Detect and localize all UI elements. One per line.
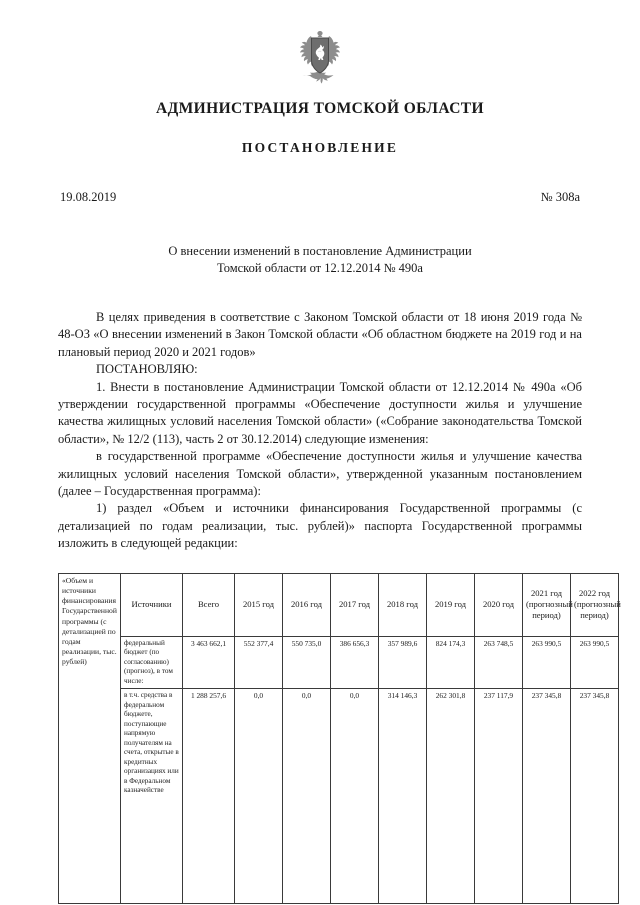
column-header-sources: Источники [121,573,183,636]
body-paragraph-4: в государственной программе «Обеспечение доступности жилья и улучшение качества жилищных условий населения Томской области», утвержденной указанным постановлением (далее – Государственная программа): [58,449,582,499]
table-header-row [59,573,619,636]
row-value-2022: 263 990,5 [571,636,619,689]
row-value-2022: 237 345,8 [571,689,619,904]
row-value-2019: 262 301,8 [427,689,475,904]
row-value-2017: 0,0 [331,689,379,904]
subject-line-2: Томской области от 12.12.2014 № 490а [217,261,423,275]
row-value-2020: 237 117,9 [475,689,523,904]
document-date: 19.08.2019 [60,190,117,204]
subject-line-1: О внесении изменений в постановление Администрации [168,244,472,258]
document-subject [58,243,582,277]
row-source-label: федеральный бюджет (по согласованию) (прогноз), в том числе: [121,636,183,689]
column-header-2018: 2018 год [379,573,427,636]
column-header-total: Всего [183,573,235,636]
row-value-total: 1 288 257,6 [183,689,235,904]
body-paragraph-1: В целях приведения в соответствие с Законом Томской области от 18 июня 2019 года № 48-ОЗ «О внесении изменений в Закон Томской области «Об областном бюджете на 2019 год и на плановый период 2020 и 2021 годов» [58,310,582,359]
page-title: АДМИНИСТРАЦИЯ ТОМСКОЙ ОБЛАСТИ [156,100,484,117]
row-value-2019: 824 174,3 [427,636,475,689]
table-row [59,636,619,689]
row-value-2015: 552 377,4 [235,636,283,689]
date-number-row [58,190,582,205]
row-value-2017: 386 656,3 [331,636,379,689]
column-header-2017: 2017 год [331,573,379,636]
column-header-2015: 2015 год [235,573,283,636]
table-side-header: «Объем и источники финансирования Государственной программы (с детализацией по годам реализации, тыс. рублей) [59,573,121,904]
row-source-label: в т.ч. средства в федеральном бюджете, поступающие напрямую получателям на счета, открытые в кредитных организациях или в Федеральном казначействе [121,689,183,904]
emblem-container [58,0,582,94]
column-header-2022: 2022 год (прогнозный период) [571,573,619,636]
row-value-total: 3 463 662,1 [183,636,235,689]
tomsk-oblast-coat-of-arms-icon [291,30,349,92]
body-paragraph-5: 1) раздел «Объем и источники финансирования Государственной программы (с детализацией по годам реализации, тыс. рублей)» паспорта Государственной программы изложить в следующей редакции: [58,501,582,551]
row-value-2020: 263 748,5 [475,636,523,689]
row-value-2016: 550 735,0 [283,636,331,689]
row-value-2018: 357 989,6 [379,636,427,689]
row-value-2016: 0,0 [283,689,331,904]
column-header-2020: 2020 год [475,573,523,636]
table-row [59,689,619,904]
row-value-2015: 0,0 [235,689,283,904]
document-type-heading: ПОСТАНОВЛЕНИЕ [241,140,399,155]
row-value-2018: 314 146,3 [379,689,427,904]
column-header-2021: 2021 год (прогнозный период) [523,573,571,636]
document-number: № 308а [540,190,580,204]
row-value-2021: 263 990,5 [523,636,571,689]
body-paragraph-2: ПОСТАНОВЛЯЮ: [96,362,198,377]
document-body [58,309,582,553]
column-header-2019: 2019 год [427,573,475,636]
body-paragraph-3: 1. Внести в постановление Администрации Томской области от 12.12.2014 № 490а «Об утверждении государственной программы «Обеспечение доступности жилья и улучшение качества жилищных условий населения Томской области» («Собрание законодательства Томской области», № 12/2 (113), часть 2 от 30.12.2014) следующие изменения: [58,379,582,446]
column-header-2016: 2016 год [283,573,331,636]
financing-table [58,573,619,905]
row-value-2021: 237 345,8 [523,689,571,904]
